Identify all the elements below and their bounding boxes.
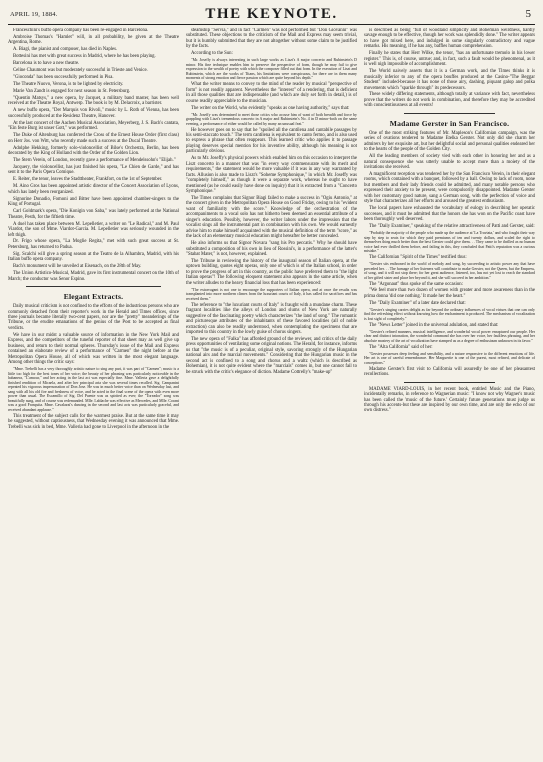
paragraph: A new buffo opera, "Der Marquis von Rivoli," music by L. Roth of Vienna, has been successfully produced at the Residenz Theatre, Hanover. — [8, 108, 179, 119]
paragraph: "Gioconda" has been successfully performed in Pisa. — [13, 75, 114, 81]
col2-body-1 — [186, 82, 357, 111]
quoted-sun: "Mr. Joseffy is always interesting in such large works as Liszt's A major concerto and Rubinstein's D minor. His fine technique enables him to preserve the perspective of form, though he may fail to give expression to the wealth of poetry with which the composer filled out that form. In the execution of Liszt and Rubinstein, which are the works of Titans, his limitations were conspicuous, for there are in them many moments of strong emotion and fierce passion which are quite beyond his depth." — [186, 58, 357, 81]
col3-intro — [364, 28, 535, 109]
elegant-extracts-continued — [8, 414, 179, 430]
paragraph: Franceschini's buffo opera company has been re-engaged in Barcelona. — [13, 28, 149, 33]
paragraph: A duel has taken place between M. Lepelletier, a writer on "Le Radical," and M. Paul Viardot, the son of Mme. Viardot-Garcia. M. Lepelletier was seriously wounded in the left thigh. — [8, 221, 179, 238]
column-1 — [8, 28, 179, 762]
paragraph: Marie Van Zandt is engaged for next season in St. Petersburg. — [13, 89, 131, 95]
section-divider — [26, 286, 161, 287]
paragraph: One of the most striking features of Mr. Mapleson's Californian campaign, was the series of ovations tendered to Madame Etelka Gerster. Not only did she charm her admirers by her exquisite art, but her delightful social and personal qualities endeared her to the hearts of the people of the Golden City. — [364, 130, 535, 153]
gerster-body-1 — [364, 131, 535, 230]
paragraph: At the last concert of the Aachen Musical Association, Meyerberg, J. S. Bach's cantata, "Ein feste Burg ist unser Gott," was performed. — [8, 120, 179, 132]
paragraph: This treatment of the subject calls for the warmest praise. But at the same time it may be suggested, without captiousness, that Wednesday evening it was announced that Mme. Trebelli was sick in bed, Mme. Valleria had gone to Liverpool in the afternoon in the — [8, 413, 179, 430]
elegant-extracts-body — [8, 304, 179, 365]
paragraph: Celine Chaumont was but moderately successful in Trieste and Venice. — [13, 68, 148, 74]
paragraph: As to Mr. Joseffy's physical powers which enabled him on this occasion to interpret the Liszt concerto in a manner that was "in every way commensurate with its merit and requirements," the statement would be more valuable if it was in any way warranted by facts. Allusion is also made to Liszt's "Soheme Symphonique," in which Mr. Joseffy was "completely himself," as though it were a separate work, whereas he ought to have mentioned (as he could easily have done on inquiry) that it is extracted from a "Concerto Symphonique." — [186, 156, 357, 195]
paragraph: The "Alta California" said of her: — [369, 344, 433, 350]
paragraph: He also informs us that Signor Novara "sang his Pro peccatis." Why he should have substituted a composition of his own in lieu of Rossini's, in a performance of the latter's "Stabat Mater," is not, however, explained. — [186, 241, 357, 257]
quoted-examiner-2: "Gerster's singing carries delight as far beyond the ordinary influences of vocal virtues that one can only find the refreshing effect without knowing how the enchantment is produced. The mechanism of vocalization is lost sight of completely." — [364, 307, 535, 321]
paragraph: "We feel more than two dozen of women with greater and more awareness than in the prima donna 'did one nothing.' It made her the heart." — [364, 288, 535, 299]
gerster-body-6 — [364, 367, 535, 378]
paragraph: The Theatre Nuovo, Verona, is to be lighted by electricity. — [13, 82, 124, 88]
gerster-body-3 — [364, 282, 535, 307]
paragraph: A. Biagi, the pianist and composer, has died in Naples. — [13, 47, 118, 53]
gerster-title: Madame Gerster in San Francisco. — [389, 118, 510, 128]
paragraph: The "Argonaut" thus spoke of the same occasion: — [369, 281, 463, 287]
paragraph: Ambroise Thomas's "Hamlet" will, in all probability, be given at the Theatre Argentina, Rome. — [8, 34, 179, 46]
paragraph: A magnificent reception was tendered her by the San Francisco Verein, in their elegant rooms, which contained with a banquet, followed by a ball. Owing to lack of room, none but members and their lady friends could be admitted, and many notable persons who expressed their anxiety to be present, were compulsorily disappointed. Madame Gerster with her customary good nature, sang a German song, with the perfection of voice and style that characterizes all her efforts and aroused the greatest enthusiasm. — [364, 172, 535, 205]
paragraph: "Quentin Matsys," a new opera, by Jacquet, a military band master, has been well received at the Theatre Royal, Antwerp. The book is by M. Delacroix, a barrister. — [8, 96, 179, 107]
quoted-review: "Mme. Trebelli has a very thoroughly artistic nature to sing any part, it was part of "Carmen"; music is a little too high for the best tones of her voice; the beauty of her phrasing was particularly noticeable in the habanera, "L'amour," and her acting in the last act was especially fine. Mme. Valleria gave a delightfully finished rendition of Micaela, and after her principal aria she was several times recalled. Sig. Campanini repeated his vigorous impersonation of Don Jose. He was in much better voice than on Wednesday last, and sang with all his old fire and freshness of voice, and he acted in the final scene of the opera with even more power than usual. The Escamillo of Sig. Del Puente was as spirited as ever; the "Toreador" song was beautifully sung, and of course was redemanded. Mlle. Lablache was effective as Mercedes, and Mlle. Corani was a good Frasquita. Mme. Cavalazzi's dancing in the second and last acts was particularly graceful, and received abundant applause." — [8, 367, 179, 412]
section-divider — [404, 113, 495, 114]
paragraph: The "Daily Examiner" of a later date declared that: — [369, 300, 466, 306]
gerster-body-4 — [364, 323, 535, 328]
paragraph: Signorine Donadio, Fomoni and Bitter have been appointed chamber-singers to the King of Portugal. — [8, 196, 179, 208]
paragraph: Jacquery, the violoncellist, has just finished his opera, "Le Chien de Garde," and has sent it to the Paris Opera Comique. — [8, 165, 179, 176]
paragraph: What the writer means to convey to the mind of the reader by musical "perspective of form" is not readily apparent. Nevertheless the "interest" of a rendering, that is deficient in all those qualities that are indispensable (and which are duly set forth in detail,) is of course readily appreciable to the musician. — [186, 82, 357, 104]
paragraph: Barcelona is to have a new theatre. — [13, 61, 80, 67]
paragraph: The Californian "Spirit of the Times" testified thus: — [369, 255, 467, 261]
quoted-examiner: "Probably the majority of the people who made up the audience at 'La Traviata,' and who fought their way step by step to seats for which they paid premiums of ten and twenty dollars, and scaled the right to themselves thing much better than the best Gerster could give them. . . They came to be thrilled as no human voice had ever thrilled them before, and failing in this, they concluded that Patti's reputation was a curious mistake." — [364, 231, 535, 254]
paragraph: Adolphe Hekking, formerly solo-violoncellist of Bilse's Orchestra, Berlin, has been decorated by the King of Holland with the Order of the Golden Lion. — [8, 145, 179, 157]
paragraph: The Tribune in reviewing the history of the inaugural season of Italian opera, at the uptown building, quotes eight operas, only one of which is of the Italian school, in order to prove the progress of art in this country, as the public have preferred them to "the light Italian operas"! The following eloquent statement also appears in the same article, when the writer alludes to the heavy financial loss that has been experienced: — [186, 258, 357, 286]
paragraph: The World naively asserts that it is a German work, and the Times thinks it is musically inferior to any of the opera bouffes produced at the Casino-"The Beggar Student" included-because it has none of those airy, dashing, piquant galop and polka movements which "sparkle through" its predecessors. — [364, 69, 535, 91]
paragraph: The new opera of "Falka" has afforded ground of the reviewer, and critics of the daily press opportunities of ventilating some original notions. The Herald, for instance, informs us that "the music is of a peculiar, original style, savoring strongly of the Hungarian national airs and the marcial movements." Considering that the Hungarian music in the second act is confined to a song and chorus and a waltz (which is described as Bohemian), it is not quite evident where the "marcials" comes in, but one cannot fail to be struck with the critic's elegance of diction. Madame Cottrelly's "make-up" — [186, 336, 357, 375]
paragraph: E. Reiter, the tenor, leaves the Stadttheater, Frankfort, on the 1st of September. — [13, 177, 163, 183]
paragraph: is described as being "full of woodland simplicity and Bohemian weirdness, hardly savage enough to be effective, though her work was splendidly done." The writer appears to have got mixed here, and indulged in some singularly contradictory and vague remarks. His meaning, if he has any, baffles human comprehension. — [364, 28, 535, 50]
quoted-alta: "Gerster possesses deep feeling and sensibility, and a nature responsive to the different emotions of life. Her art is one of careful remembrance. Her Marguerite is one of the purest, most refined, and delicate of conceptions." — [364, 351, 535, 365]
news-items — [8, 28, 179, 282]
paragraph: Bottesini has met with great success in Madrid, where he has been playing. — [13, 54, 156, 60]
paragraph: These widely differing statements, although totally at variance with fact, nevertheless prove that the writers do not work in combination, and therefore they may be accredited with conscientiousness at all events! — [364, 92, 535, 109]
paragraph: The local papers have exhausted the vocabulary of eulogy in describing her operatic successes, and it must be admitted that the honors she has won on the Pacific coast have been thoroughly well deserved. — [364, 206, 535, 223]
gerster-body-5 — [364, 345, 535, 350]
paragraph: steamship "Servia," and in fact "Carmen" was not performed but "Don Giovanni" was substituted. These objections to the criticism of the Mail and Express may seem trivial, but it is humbly submitted that they are not altogether without some claim to be justified by the facts. — [186, 28, 357, 50]
gerster-body-2 — [364, 255, 535, 260]
paragraph: Sig. Scalchi will give a spring season at the Teatro de la Alhambra, Madrid, with his Italian buffo opera company. — [8, 251, 179, 263]
quoted-tribune: "The extravagant is not one to encourage the supporters of Italian opera, and at once the results was transplanted into more northern climes from the luxuriant courts of Italy, it has called for sacrifices and has received them." — [186, 287, 357, 301]
column-container — [8, 28, 535, 762]
paragraph: Bach's monument will be unveiled at Eisenach, on the 28th of May. — [13, 264, 142, 270]
newspaper-title: THE KEYNOTE. — [205, 6, 338, 22]
column-2 — [186, 28, 357, 762]
column-3 — [364, 28, 535, 762]
elegant-extracts-title: Elegant Extracts. — [63, 292, 124, 302]
quoted-spirit: "Gerster sits enthroned in the world of melody and song, by succeeding to artistic power any that have preceded her. . . The homage of her listeners will contribute to make Gerster, not the Queen, but the Empress, of song, and it will not stop there; for her great audience, listened, too, has not yet lost to reach the standard of her gifted sister and place her beyond it, and she will succeed in her ambition." — [364, 262, 535, 280]
paragraph: The writer on the World, who evidently "speaks as one having authority," says that: — [191, 105, 350, 111]
paragraph: Dr. Frigo whose opera, "La Moglie Regita," met with such great success at St. Petersburg, has returned to Padua. — [8, 239, 179, 250]
paragraph: Carl Goldmark's opera, "Die Konigin von Saba," was lately performed at the National Theatre, Pesth, for the fiftieth time. — [8, 209, 179, 220]
col2-body-2 — [186, 128, 357, 287]
paragraph: The reference to "the luxuriant courts of Italy" is fraught with a mundane charm. These fragrant localities like the alleys of London and slums of New York are naturally suggestive of the fascinating poetry which characterizes "the land of song." The romantic and picturesque attributes of the inhabitants of these favored localities (all of noble extraction) can also be readily understood, when contemplating the specimens that are imported to this country in the lowly guise of chorus singers. — [186, 302, 357, 335]
paragraph: We have in our midst a valuable source of information in the New York Mail and Express, and the competitors of the tuneful reporter of that sheet may as well give up business, and return to their normal spheres. Thursday's issue of the Mail and Express contained an elaborate review of a performance of "Carmen" the night before at the Metropolitan Opera House, all of which was written in the most elegant language. Among other things the critic says: — [8, 332, 179, 366]
paragraph: M. Aino Gros has been appointed artistic director of the Concert Association of Lyons, which has lately been reorganized. — [8, 184, 179, 195]
paragraph: He however goes on to say that he "spoiled all the cantilena and cantabile passages by his semi-staccato touch." The term cantilena is equivalent to canto fermo, and is also used to express a phrase that often reappears. This learned critic who applies it to passage playing deserves special mention for his inventive ability, although his meaning is not particularly obvious. — [186, 127, 357, 155]
paragraph: The Union Artistico-Musical, Madrid, gave its first instrumental concert on the 10th of March; the conductor was Senor Espino. — [8, 271, 179, 282]
paragraph: The Times complains that Signor Biagi failed to make a success in "Ogiu Antonio," at the concert given in the Metropolitan Opera House on Good Friday, owing to his "evident want of familiarity with the score." Knowledge of the orchestration of the accompaniments to a vocal solo has not hitherto been deemed an essential attribute of a singer's education. Possibly, however, the writer labors under the impression that the vocalist sings all the instrumental part in combination with his own. We would earnestly advise him to make himself acquainted with the musical definition of the term "score," as the lack of an elementary musical education might hereafter be better concealed. — [186, 195, 357, 240]
paragraph: All the leading members of society vied with each other in honoring her and as a natural consequence she was utterly unable to accept more than a moiety of the invitations she received. — [364, 154, 535, 171]
paragraph: Finally he states that Herr Wilke, the tenor, "has an unfortunate tremolo in his lower register." This is, of course, untrue; and, in fact, such a fault would be phenomenal, as it is well nigh impossible of accomplishment. — [364, 51, 535, 68]
paragraph: The Stern Verein, of London, recently gave a performance of Mendelssohn's "Elijah." — [13, 158, 176, 164]
col2-body-3 — [186, 303, 357, 375]
masthead — [8, 6, 535, 25]
paragraph: MADAME VIARD-LOUIS, in her recent book, entitled Music and the Piano, incidentally remarks, in reference to Wagnerian music: "I know not why Wagner's music has been called the 'music of the future.' Certainly future generations must judge us through his accents-but these are inspired by our own time, and are only the echo of our own distress." — [364, 386, 535, 414]
paragraph: The "News Letter" joined in the universal adulation, and stated that: — [369, 322, 499, 328]
paragraph: The Duke of Altenburg has conferred the Cross of the Ernest House Order (first class) on Herr Jos. von Witt, who recently made such a success at the Ducal Theatre. — [8, 133, 179, 144]
closing-paragraph — [364, 387, 535, 414]
paragraph: Madame Gerster's first visit to California will assuredly be one of her pleasantest recollections. — [364, 366, 535, 378]
col2-intro — [186, 28, 357, 57]
paragraph: The "Daily Examiner," speaking of the relative attractiveness of Patti and Gerster, said: — [369, 224, 535, 230]
paragraph: According to the Sun: — [191, 51, 233, 57]
section-divider — [404, 382, 495, 383]
quoted-news-letter: "Gerster's refined manners, musical intelligence, and wonderful vocal power enraptured our people. Her clear and distinct intonation, the wonderful command she has over her voice, her faultless phrasing, and her absolute mastery of the art of vocalization have stamped us as a degree of enthusiasm unknown in its favor." — [364, 329, 535, 343]
quoted-world: "Mr. Joseffy was determined to meet those critics who accuse him of want of both breadth and force by grappling with Liszt's tremendous concerto in A major and Rubinstein's No. 4 in D minor-both on the same evening, a performance of either would be called by many an unusual feat." — [186, 112, 357, 126]
page-number: 5 — [525, 8, 531, 20]
paragraph: Daily musical criticism is not confined to the efforts of the industrious persons who are commonly detached from their reporter's work in the Herald and Times offices, since three journals became literally two-cent papers, nor are the "pretty" meanderings of the Tribune, or the erudite emanations of the genius of the Post to be accepted as final verdicts. — [8, 304, 179, 331]
issue-date: APRIL 19, 1884. — [10, 11, 58, 18]
